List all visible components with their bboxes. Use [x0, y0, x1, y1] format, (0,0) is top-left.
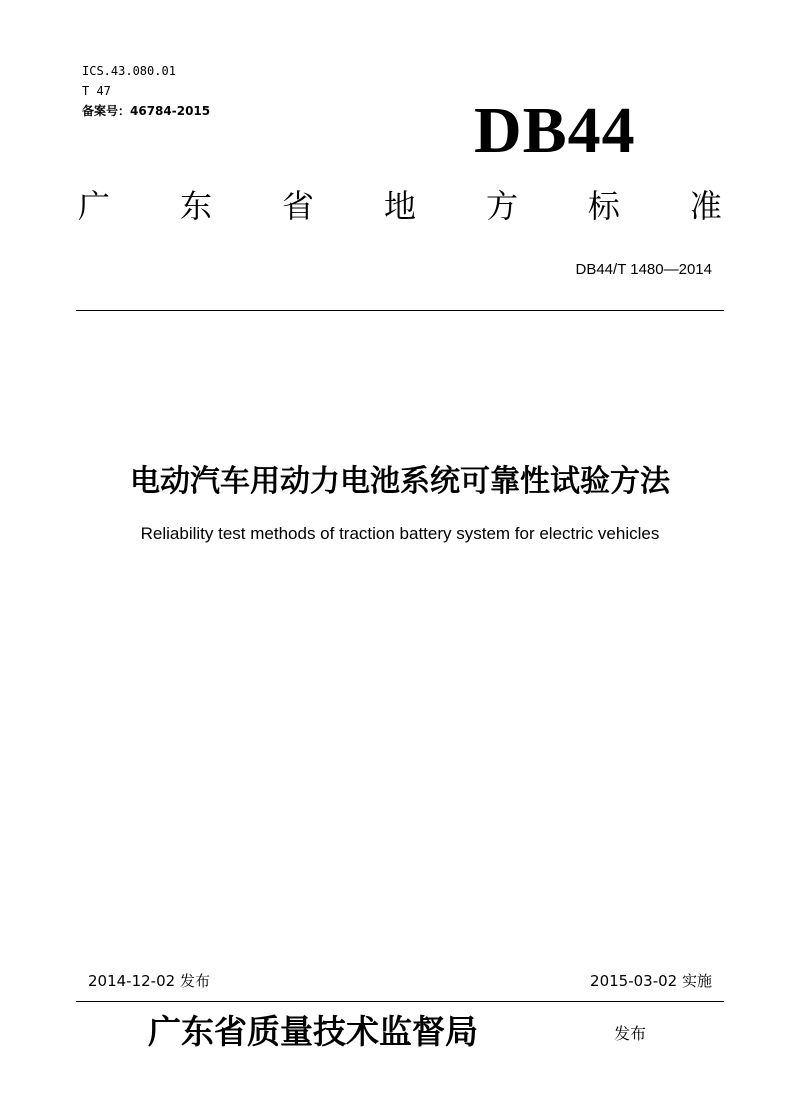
- standard-number: DB44/T 1480—2014: [575, 261, 712, 278]
- standard-type-char: 准: [689, 187, 722, 225]
- standard-type-char: 地: [383, 187, 416, 225]
- standard-type-char: 方: [485, 187, 518, 225]
- issuer-suffix: 发布: [614, 1024, 647, 1043]
- record-number: 备案号：46784-2015: [82, 104, 211, 118]
- db-logo: DB44: [474, 94, 636, 167]
- ics-code: ICS.43.080.01: [82, 64, 176, 78]
- bottom-divider: [76, 1001, 724, 1002]
- standard-type-char: 省: [281, 187, 314, 225]
- ccs-code: T 47: [82, 84, 111, 98]
- issue-date: 2014-12-02 发布: [88, 972, 210, 990]
- standard-type-char: 标: [587, 187, 620, 225]
- implementation-date: 2015-03-02 实施: [590, 972, 712, 990]
- issuer-name: 广东省质量技术监督局: [148, 1012, 478, 1051]
- title-english: Reliability test methods of traction battery system for electric vehicles: [140, 524, 660, 543]
- standard-type-char: 广: [78, 187, 111, 225]
- standard-type-heading: [78, 186, 722, 226]
- title-chinese: 电动汽车用动力电池系统可靠性试验方法: [130, 464, 670, 499]
- standard-type-char: 东: [179, 187, 212, 225]
- top-divider: [76, 310, 724, 311]
